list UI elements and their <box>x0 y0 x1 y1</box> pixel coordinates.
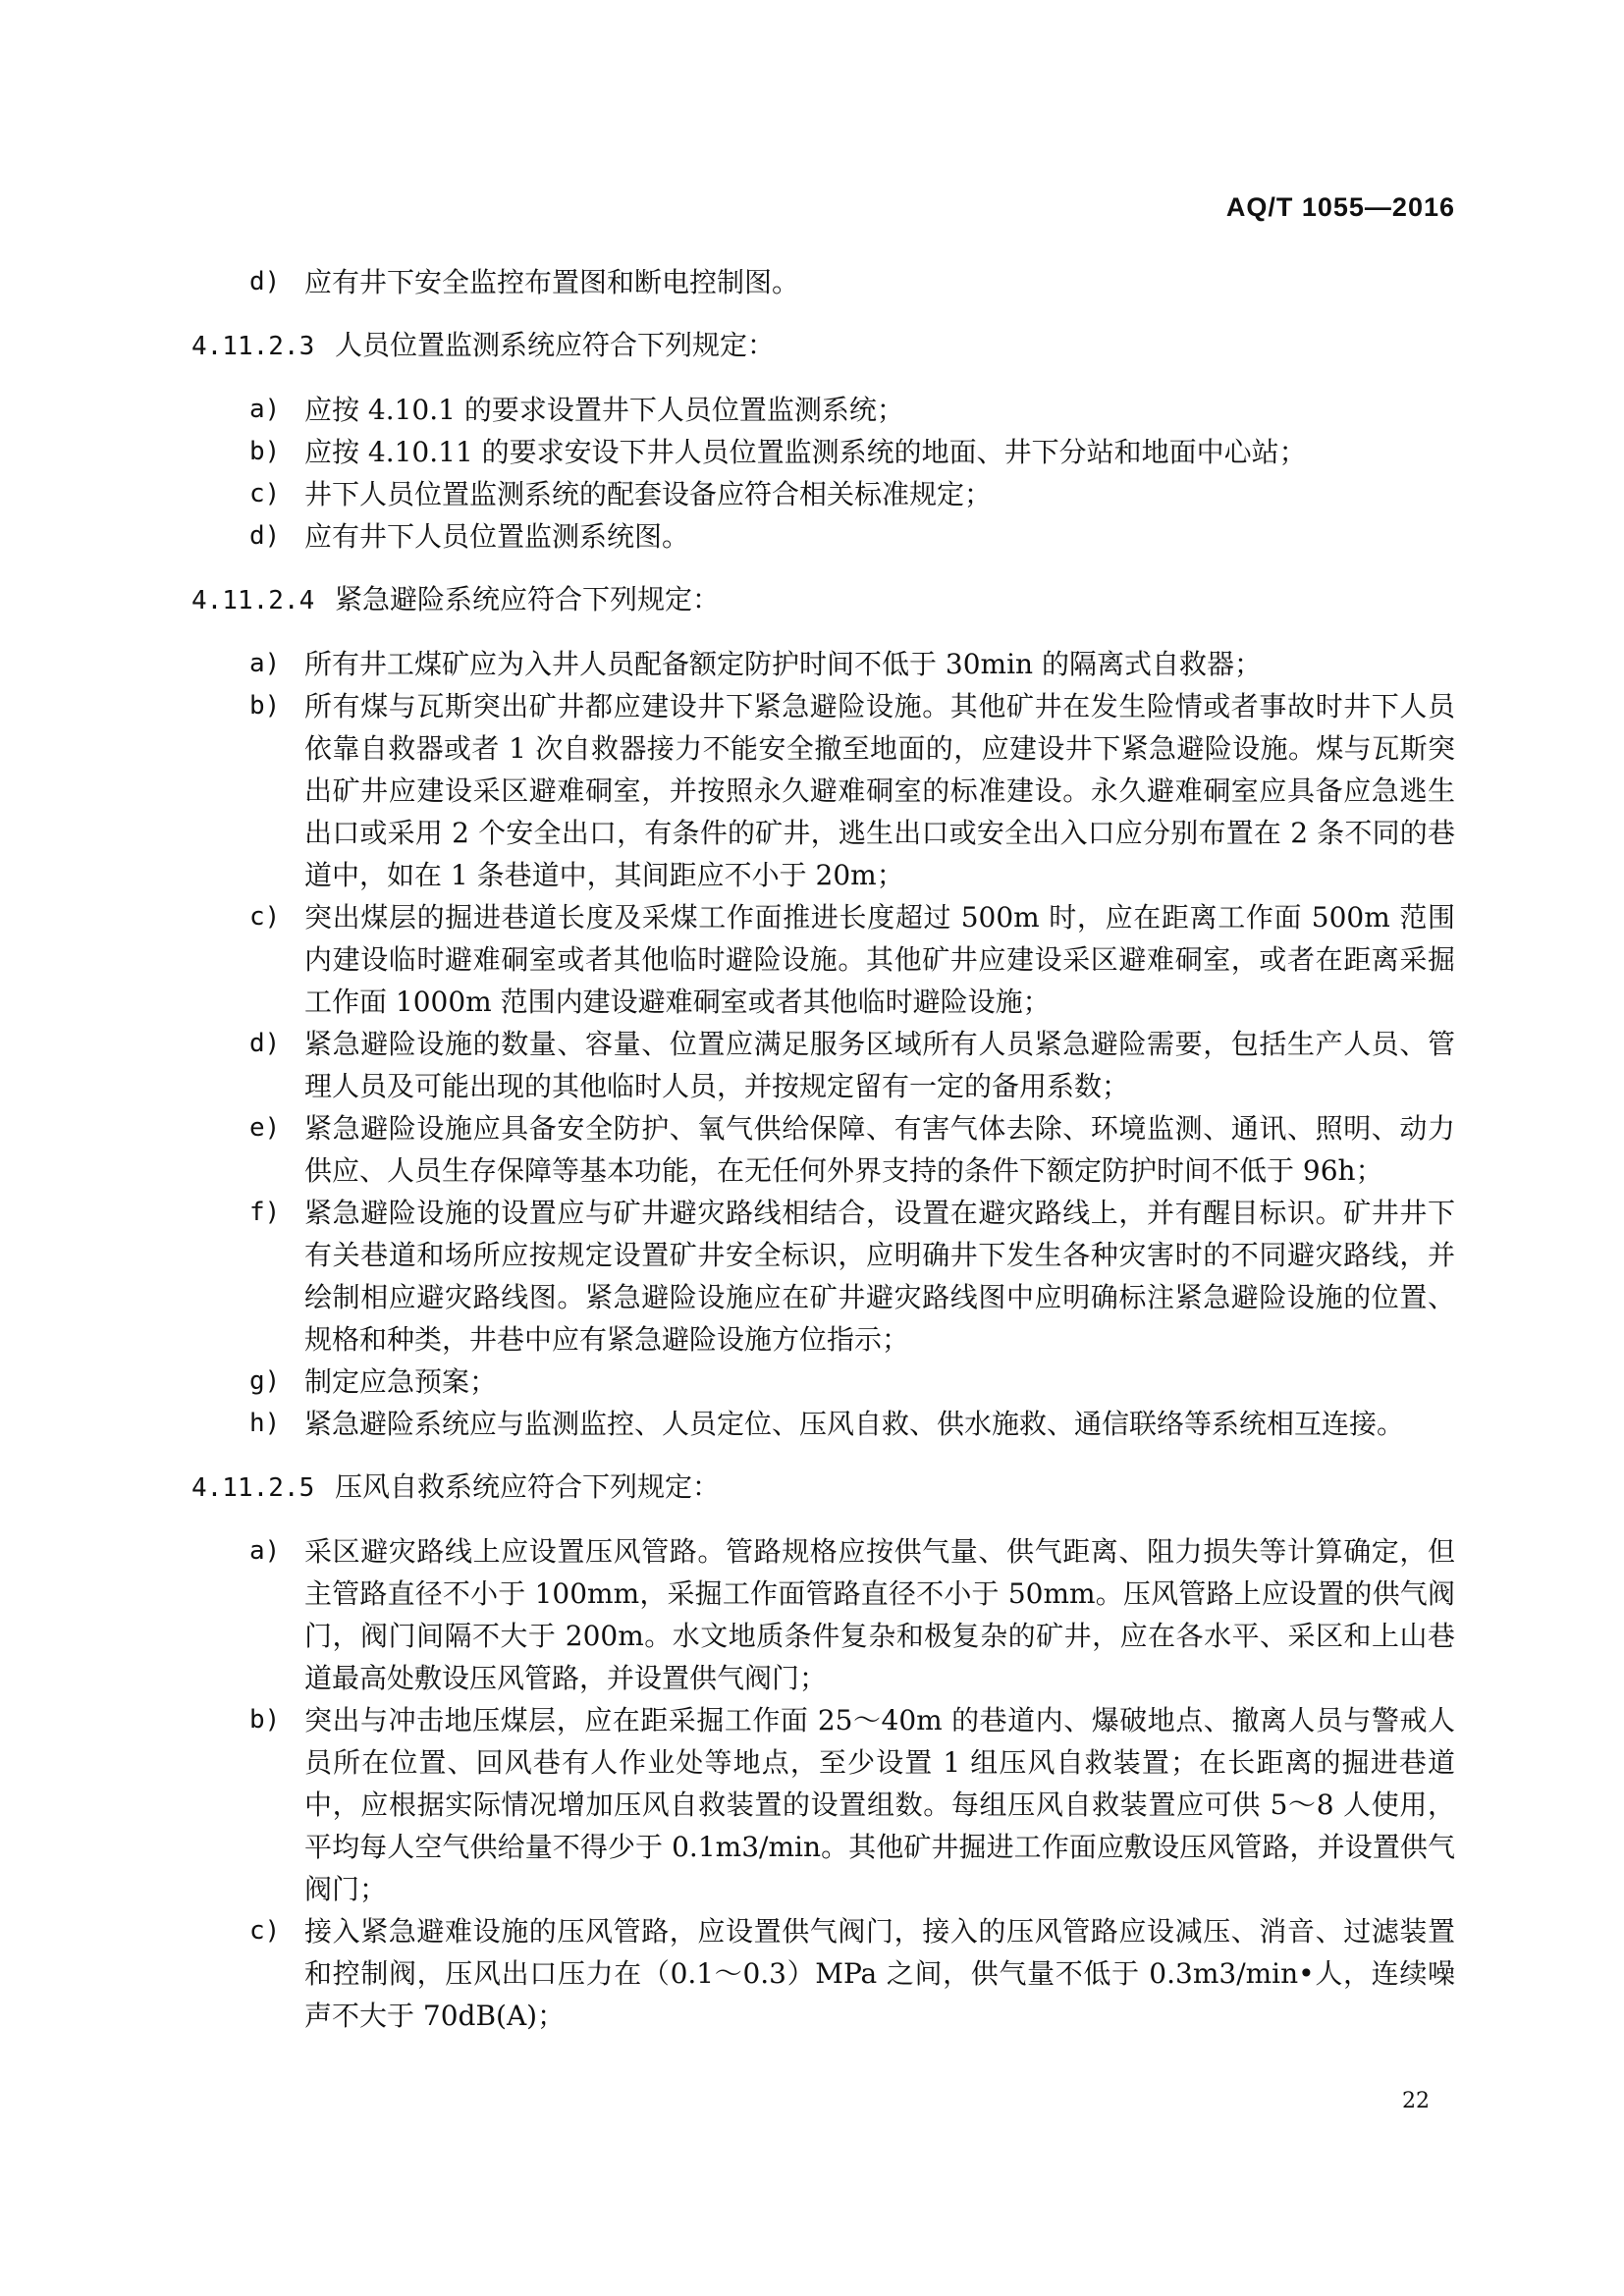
list-item <box>191 1699 1455 1910</box>
list-item <box>191 685 1455 896</box>
clause-number: 4.11.2.3 <box>191 332 315 361</box>
clause-title: 压风自救系统应符合下列规定： <box>335 1470 721 1503</box>
list-item-text: 紧急避险设施应具备安全防护、氧气供给保障、有害气体去除、环境监测、通讯、照明、动力供应、人员生存保障等基本功能，在无任何外界支持的条件下额定防护时间不低于 96h； <box>304 1112 1455 1187</box>
list-item <box>191 643 1455 685</box>
list-item <box>191 431 1455 473</box>
list-item-text: 紧急避险系统应与监测监控、人员定位、压风自救、供水施救、通信联络等系统相互连接。 <box>304 1408 1405 1440</box>
list-item <box>191 389 1455 431</box>
list-item-text: 突出与冲击地压煤层，应在距采掘工作面 25～40m 的巷道内、爆破地点、撤离人员与警戒人员所在位置、回风巷有人作业处等地点，至少设置 1 组压风自救装置；在长距离的掘进巷道中，应根据实际情况增加压风自救装置的设置组数。每组压风自救装置应可供 5～8 人使用，平均每人空气供给量不得少于 0.1m3/min。其他矿井掘进工作面应敷设压风管路，并设置供气阀门； <box>304 1704 1455 1905</box>
clause-title: 紧急避险系统应符合下列规定： <box>335 583 721 615</box>
list-item-text: 所有煤与瓦斯突出矿井都应建设井下紧急避险设施。其他矿井在发生险情或者事故时井下人员依靠自救器或者 1 次自救器接力不能安全撤至地面的，应建设井下紧急避险设施。煤与瓦斯突出矿井应建设采区避难硐室，并按照永久避难硐室的标准建设。永久避难硐室应具备应急逃生出口或采用 2 个安全出口，有条件的矿井，逃生出口或安全出入口应分别布置在 2 条不同的巷道中，如在 1 条巷道中，其间距应不小于 20m； <box>304 690 1455 891</box>
list-item-label: b) <box>249 1705 281 1735</box>
list-item-label: c) <box>249 479 281 508</box>
list-item <box>191 1107 1455 1192</box>
clause-heading <box>191 578 1455 622</box>
list-item-text: 应有井下安全监控布置图和断电控制图。 <box>304 266 800 298</box>
list-item-label: a) <box>249 395 281 424</box>
list-item-label: d) <box>249 521 281 551</box>
list-item-label: d) <box>249 1029 281 1058</box>
list-item <box>191 515 1455 558</box>
list-item-label: b) <box>249 437 281 466</box>
clause-number: 4.11.2.4 <box>191 586 315 615</box>
list-item-text: 接入紧急避难设施的压风管路，应设置供气阀门，接入的压风管路应设减压、消音、过滤装置和控制阀，压风出口压力在（0.1～0.3）MPa 之间，供气量不低于 0.3m3/min•人，连续噪声不大于 70dB(A)； <box>304 1915 1455 2032</box>
list-item-text: 应有井下人员位置监测系统图。 <box>304 520 690 553</box>
list-item-text: 井下人员位置监测系统的配套设备应符合相关标准规定； <box>304 478 993 510</box>
list-item-text: 制定应急预案； <box>304 1365 498 1398</box>
list-item <box>191 1910 1455 2037</box>
clause-heading <box>191 324 1455 368</box>
list-item <box>191 1192 1455 1361</box>
list-item-text: 所有井工煤矿应为入井人员配备额定防护时间不低于 30min 的隔离式自救器； <box>304 648 1262 680</box>
list-item-text: 紧急避险设施的设置应与矿井避灾路线相结合，设置在避灾路线上，并有醒目标识。矿井井下有关巷道和场所应按规定设置矿井安全标识，应明确井下发生各种灾害时的不同避灾路线，并绘制相应避灾路线图。紧急避险设施应在矿井避灾路线图中应明确标注紧急避险设施的位置、规格和种类，井巷中应有紧急避险设施方位指示； <box>304 1197 1455 1356</box>
list-item-label: h) <box>249 1409 281 1438</box>
list-item-text: 突出煤层的掘进巷道长度及采煤工作面推进长度超过 500m 时，应在距离工作面 500m 范围内建设临时避难硐室或者其他临时避险设施。其他矿井应建设采区避难硐室，或者在距离采掘工作面 1000m 范围内建设避难硐室或者其他临时避险设施； <box>304 901 1455 1018</box>
document-body <box>191 261 1455 2037</box>
list-item <box>191 1361 1455 1403</box>
list-item-label: a) <box>249 1536 281 1566</box>
page-number: 22 <box>1402 2089 1430 2113</box>
list-item-text: 紧急避险设施的数量、容量、位置应满足服务区域所有人员紧急避险需要，包括生产人员、管理人员及可能出现的其他临时人员，并按规定留有一定的备用系数； <box>304 1028 1455 1102</box>
list-item <box>191 261 1455 303</box>
list-item <box>191 1023 1455 1107</box>
clause-title: 人员位置监测系统应符合下列规定： <box>335 329 776 361</box>
list-item <box>191 473 1455 515</box>
list-item-label: c) <box>249 902 281 932</box>
list-item-text: 应按 4.10.1 的要求设置井下人员位置监测系统； <box>304 394 904 426</box>
clause-number: 4.11.2.5 <box>191 1473 315 1503</box>
list-item-text: 应按 4.10.11 的要求安设下井人员位置监测系统的地面、井下分站和地面中心站； <box>304 436 1307 468</box>
clause-heading <box>191 1466 1455 1510</box>
list-item-label: b) <box>249 691 281 721</box>
list-item <box>191 1530 1455 1699</box>
list-item-label: d) <box>249 267 281 296</box>
list-item-label: a) <box>249 649 281 678</box>
list-item-text: 采区避灾路线上应设置压风管路。管路规格应按供气量、供气距离、阻力损失等计算确定，但主管路直径不小于 100mm，采掘工作面管路直径不小于 50mm。压风管路上应设置的供气阀门，阀门间隔不大于 200m。水文地质条件复杂和极复杂的矿井，应在各水平、采区和上山巷道最高处敷设压风管路，并设置供气阀门； <box>304 1535 1455 1694</box>
list-item <box>191 896 1455 1023</box>
list-item <box>191 1403 1455 1445</box>
list-item-label: c) <box>249 1916 281 1946</box>
standard-code-header: AQ/T 1055—2016 <box>1225 192 1455 222</box>
list-item-label: f) <box>249 1198 281 1227</box>
list-item-label: g) <box>249 1366 281 1396</box>
list-item-label: e) <box>249 1113 281 1143</box>
